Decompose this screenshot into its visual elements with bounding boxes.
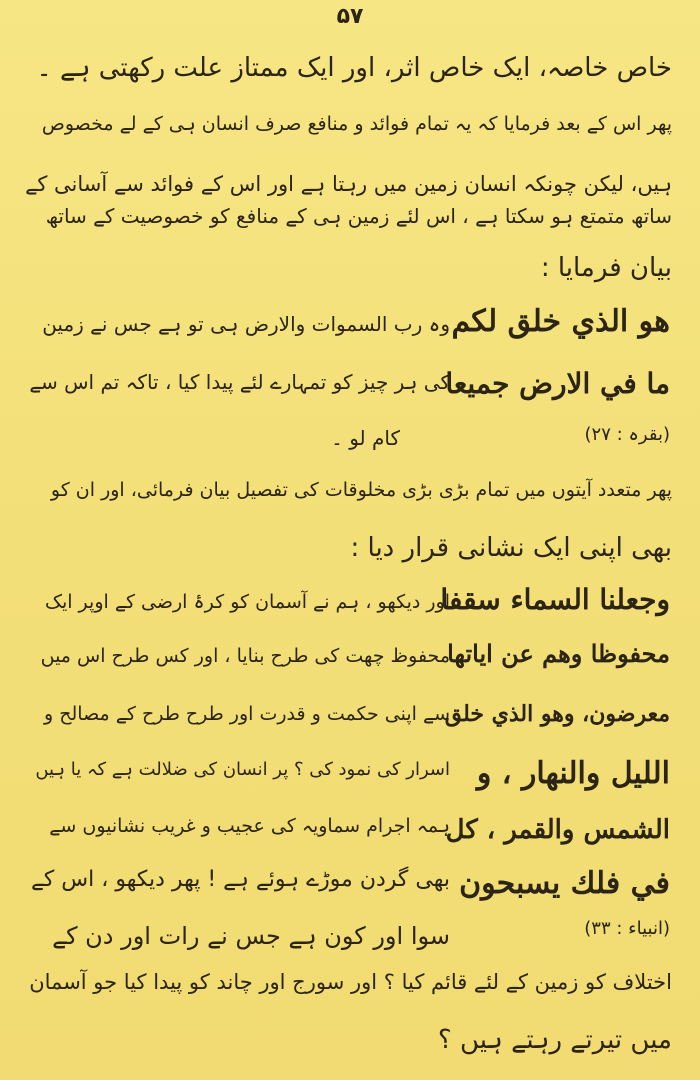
intro-line: ہیں، لیکن چونکہ انسان زمین میں رہتا ہے اور اس کے فوائد سے آسانی کے xyxy=(25,172,672,196)
intro-line: خاص خاصہ، ایک خاص اثر، اور ایک ممتاز علت رکھتی ہے ۔ xyxy=(36,53,672,83)
verse-arabic-line: محفوظا وهم عن اياتها xyxy=(447,639,670,668)
verse-translation-line: بھی گردن موڑے ہوئے ہے ! پھر دیکھو ، اس کے xyxy=(30,867,450,892)
intro-line: ساتھ متمتع ہو سکتا ہے ، اس لئے زمین ہی کے منافع کو خصوصیت کے ساتھ xyxy=(45,204,672,228)
middle-line: پھر متعدد آیتوں میں تمام بڑی بڑی مخلوقات کی تفصیل بیان فرمائی، اور ان کو xyxy=(50,479,672,501)
verse-arabic-line: هو الذي خلق لكم xyxy=(451,304,670,339)
verse-arabic-line: الشمس والقمر ، كل xyxy=(445,815,670,845)
middle-line: بھی اپنی ایک نشانی قرار دیا : xyxy=(350,533,672,563)
page-number: ۵۷ xyxy=(336,4,364,29)
verse-reference: (بقرہ : ۲۷) xyxy=(584,424,670,445)
verse-translation-line: محفوظ چھت کی طرح بنایا ، اور کس طرح اس میں xyxy=(40,645,450,667)
verse-translation-line: ہمہ اجرام سماویہ کی عجیب و غریب نشانیوں سے xyxy=(49,815,450,837)
verse-arabic-line: الليل والنهار ، و xyxy=(476,756,670,791)
verse-translation-line: اور دیکھو ، ہم نے آسمان کو کرۂ ارضی کے اوپر ایک xyxy=(44,591,450,613)
verse-translation-line: وہ رب السموات والارض ہی تو ہے جس نے زمین xyxy=(42,312,450,336)
verse-arabic-line: وجعلنا السماء سقفا xyxy=(440,583,670,616)
verse-reference: (انبیاء : ۳۳) xyxy=(584,918,670,939)
verse-translation-line: سے اپنی حکمت و قدرت اور طرح طرح کے مصالح و xyxy=(44,703,450,725)
closing-line: میں تیرتے رہتے ہیں ؟ xyxy=(437,1025,672,1055)
verse-translation-line: اسرار کی نمود کی ؟ پر انسان کی ضلالت ہے کہ یا ہیں xyxy=(35,759,450,780)
verse-arabic-line: في فلك يسبحون xyxy=(459,866,670,901)
verse-translation-line: کی ہر چیز کو تمہارے لئے پیدا کیا ، تاکہ تم اس سے xyxy=(29,370,450,394)
verse-arabic-line: معرضون، وهو الذي خلق xyxy=(444,701,670,727)
verse-translation-line: کام لو ۔ xyxy=(331,426,400,450)
intro-line: پھر اس کے بعد فرمایا کہ یہ تمام فوائد و منافع صرف انسان ہی کے لے مخصوص xyxy=(41,113,672,135)
verse-translation-line: سوا اور کون ہے جس نے رات اور دن کے xyxy=(52,922,450,950)
closing-line: اختلاف کو زمین کے لئے قائم کیا ؟ اور سورج اور چاند کو پیدا کیا جو آسمان xyxy=(29,970,672,994)
verse-arabic-line: ما في الارض جميعا xyxy=(445,367,670,400)
intro-line: بیان فرمایا : xyxy=(540,253,672,283)
